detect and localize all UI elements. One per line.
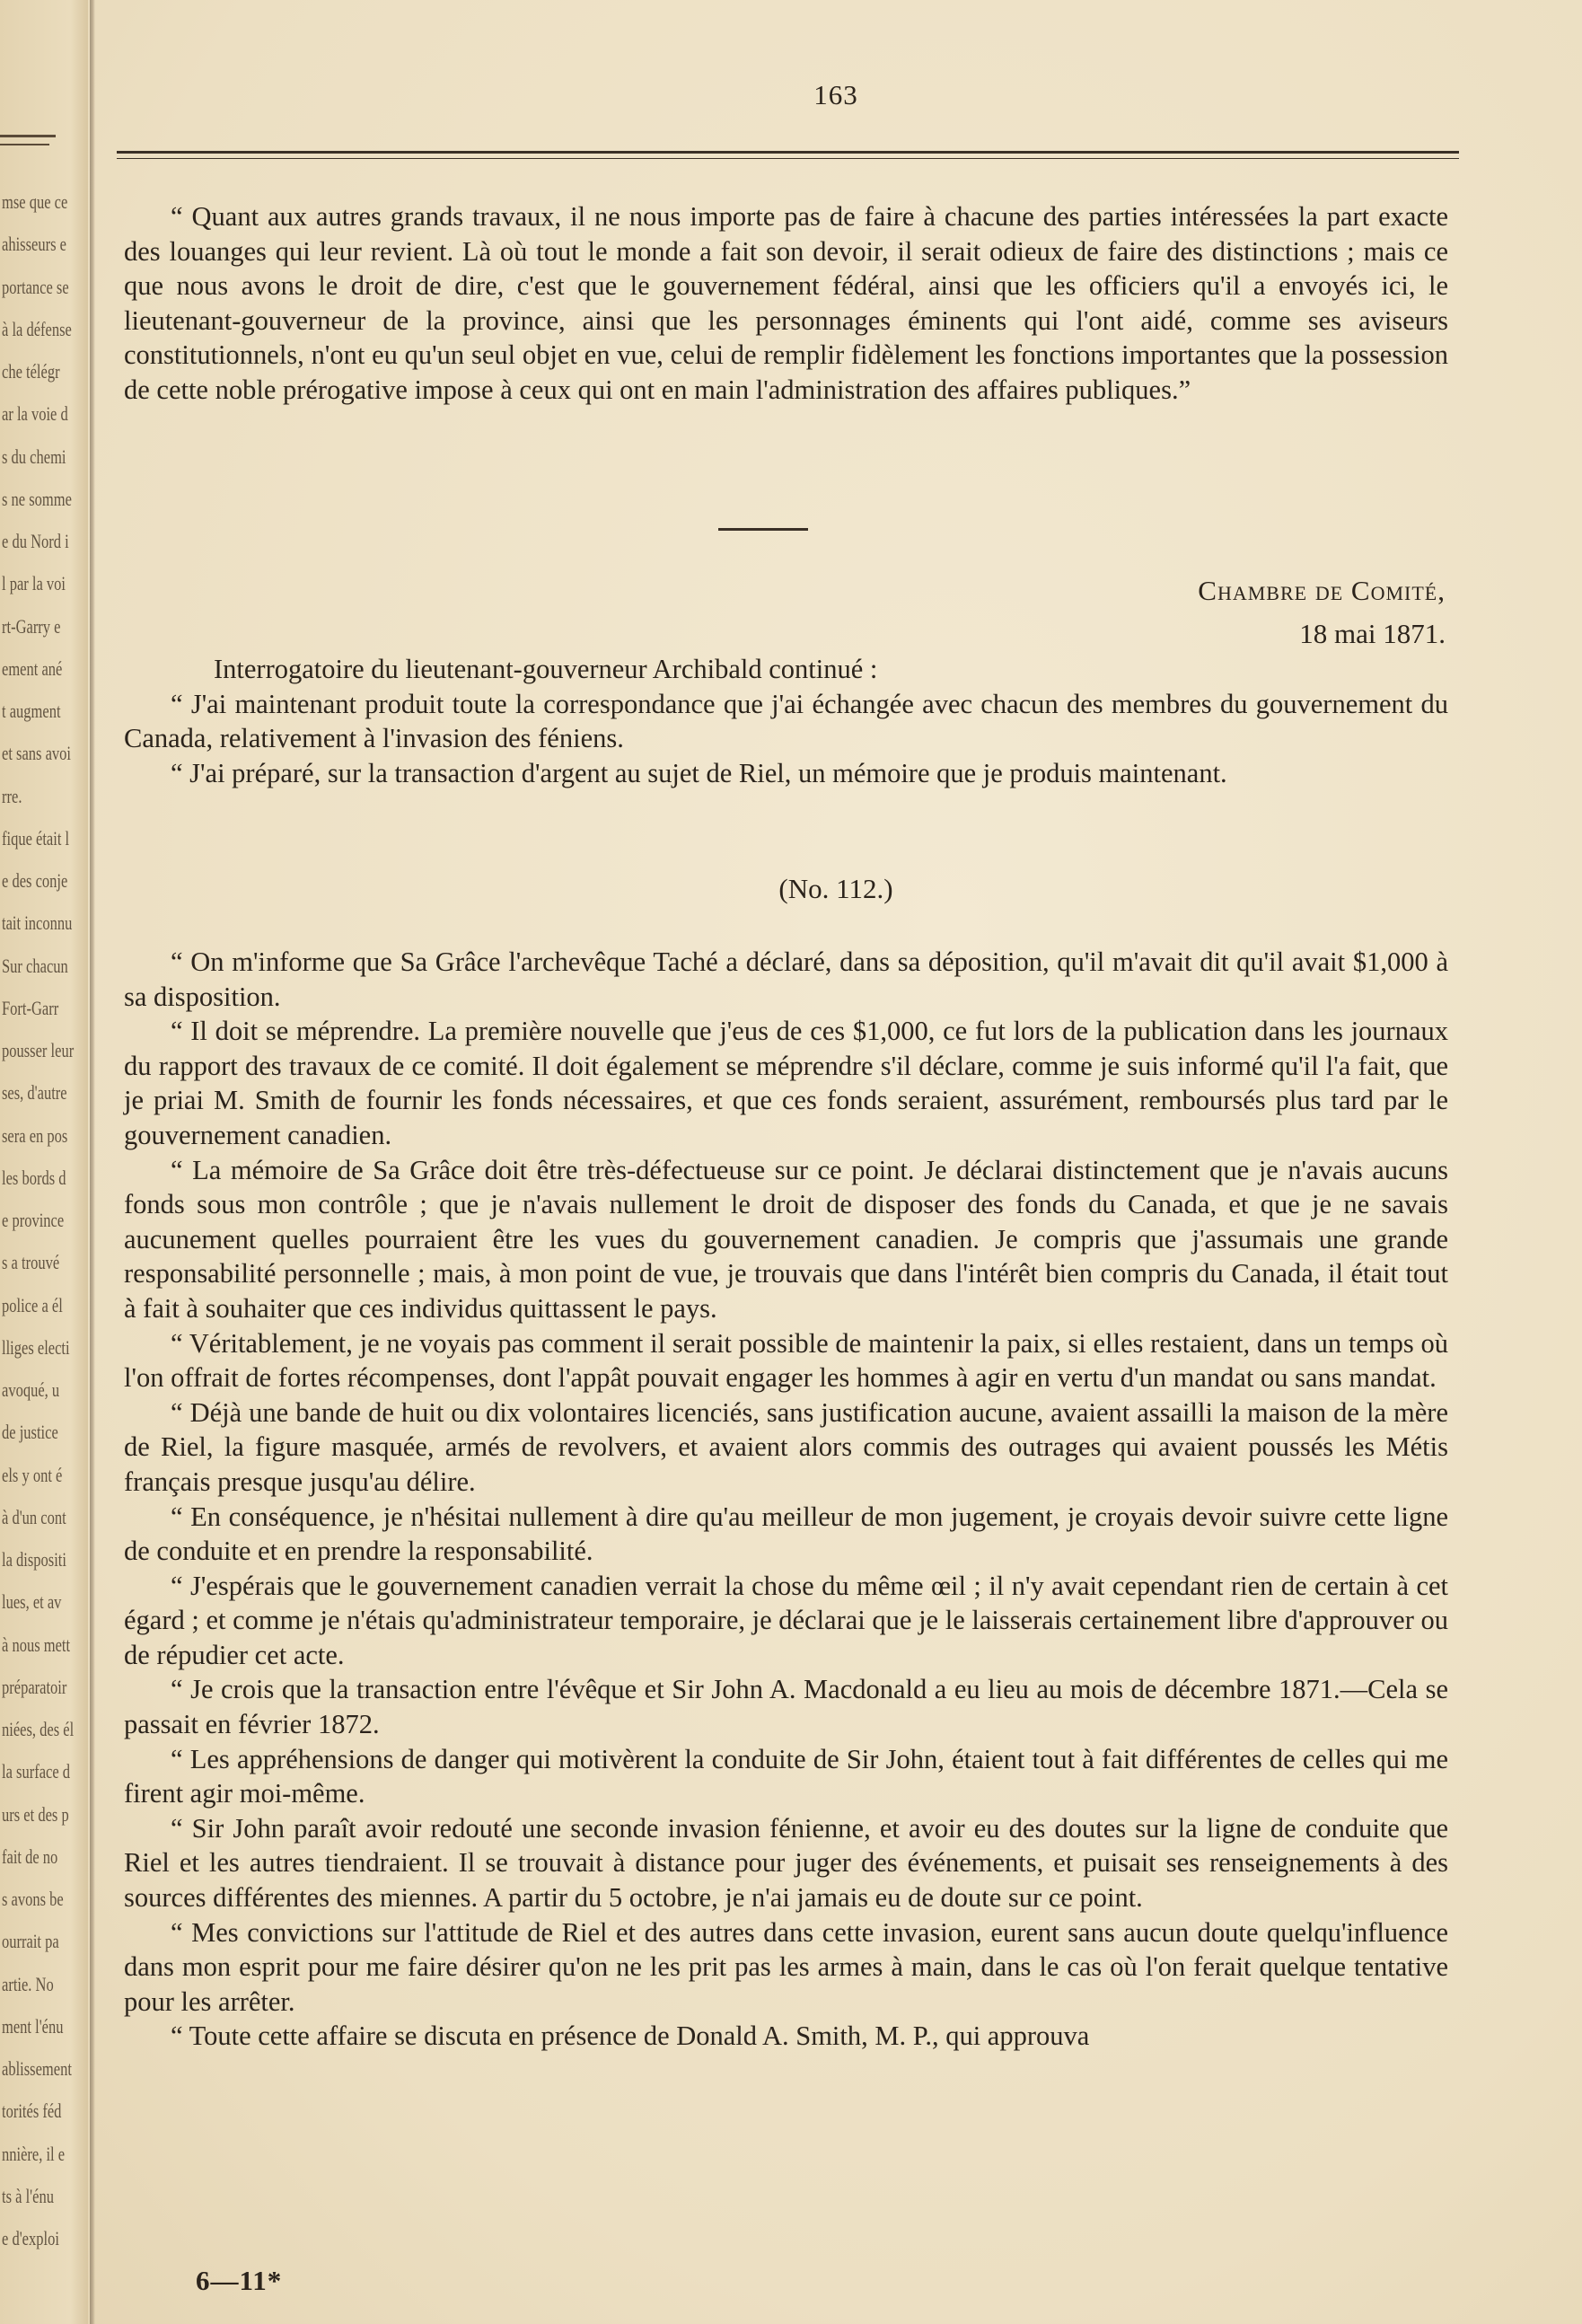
testimony-intro-block bbox=[124, 652, 1448, 790]
margin-fragment: de justice bbox=[2, 1421, 58, 1444]
margin-fragment: s ne somme bbox=[2, 487, 72, 510]
margin-fragment: la dispositi bbox=[2, 1548, 66, 1571]
paragraph-3: “ J'ai préparé, sur la transaction d'argent au sujet de Riel, un mémoire que je produis maintenant. bbox=[171, 757, 1227, 788]
margin-fragment: tait inconnu bbox=[2, 911, 73, 935]
body-paragraph: “ En conséquence, je n'hésitai nullement à dire qu'au meilleur de mon jugement, je croyais devoir suivre cette ligne de conduite et en prendre la responsabilité. bbox=[124, 1501, 1448, 1567]
header-rule bbox=[117, 151, 1459, 154]
margin-fragment: l par la voi bbox=[2, 572, 66, 595]
margin-fragment: ment l'énu bbox=[2, 2014, 64, 2038]
margin-fragment: mse que ce bbox=[2, 190, 68, 213]
body-paragraph: “ Les appréhensions de danger qui motivèrent la conduite de Sir John, étaient tout à fait différentes de celles qui me firent agir moi-même. bbox=[124, 1743, 1448, 1809]
body-paragraph: “ Il doit se méprendre. La première nouvelle que j'eus de ces $1,000, ce fut lors de la publication dans les journaux du rapport des travaux de ce comité. Il doit également se méprendre s'il déclare, comme je suis informé qu'il l'a fait, que je priai M. Smith de fournir les fonds nécessaires, et que ces fonds seraient, assurément, remboursés plus tard par le gouvernement canadien. bbox=[124, 1016, 1448, 1150]
margin-fragment: portance se bbox=[2, 275, 69, 298]
margin-fragment: sera en pos bbox=[2, 1123, 68, 1147]
margin-fragment: ement ané bbox=[2, 656, 63, 680]
section-date: 18 mai 1871. bbox=[1299, 618, 1446, 649]
document-number: (No. 112.) bbox=[778, 873, 893, 904]
margin-fragment: t augment bbox=[2, 700, 61, 722]
memoire-body bbox=[124, 945, 1448, 2054]
gutter-shadow bbox=[90, 0, 95, 2324]
body-paragraph: “ Sir John paraît avoir redouté une seconde invasion fénienne, et avoir eu des doutes sur la ligne de conduite que Riel et les autres tiendraient. Il se trouvait à distance pour juger des événements, et puisait ses renseignements à des sources différentes des miennes. A partir du 5 octobre, je n'ai jamais eu de doute sur ce point. bbox=[124, 1812, 1448, 1914]
margin-fragment: à d'un cont bbox=[2, 1505, 66, 1528]
body-paragraph: “ Déjà une bande de huit ou dix volontaires licenciés, sans justification aucune, avaient assailli la maison de la mère de Riel, la figure masquée, armés de revolvers, et avaient alors commis des outrages qui avaient poussés les Métis français presque jusqu'au délire. bbox=[124, 1396, 1448, 1497]
margin-fragment: s avons be bbox=[2, 1888, 64, 1910]
margin-fragment: pousser leur bbox=[2, 1039, 75, 1061]
margin-fragment: ablissement bbox=[2, 2057, 72, 2080]
opening-quote-block bbox=[124, 199, 1448, 408]
margin-fragment: rt-Garry e bbox=[2, 614, 61, 638]
section-separator bbox=[718, 528, 808, 531]
margin-fragment: la surface d bbox=[2, 1760, 71, 1783]
body-paragraph: “ Mes convictions sur l'attitude de Riel et des autres dans cette invasion, eurent sans aucun doute quelqu'influence dans mon esprit pour me faire désirer qu'on ne les prit pas les armes à main, dans le cas où l'on ferait quelque tentative pour les arrêter. bbox=[124, 1916, 1448, 2017]
margin-fragment: préparatoir bbox=[2, 1675, 67, 1698]
margin-fragment: ahisseurs e bbox=[2, 233, 66, 256]
margin-fragment: ses, d'autre bbox=[2, 1081, 67, 1105]
margin-rule-thin bbox=[0, 144, 49, 145]
margin-fragment: els y ont é bbox=[2, 1463, 63, 1486]
margin-fragment: s a trouvé bbox=[2, 1251, 60, 1274]
margin-fragment: artie. No bbox=[2, 1972, 54, 1995]
margin-fragment: les bords d bbox=[2, 1166, 66, 1189]
left-margin-bleed bbox=[0, 0, 88, 2324]
body-paragraph: “ On m'informe que Sa Grâce l'archevêque Taché a déclaré, dans sa déposition, qu'il m'avait dit qu'il avait $1,000 à sa disposition. bbox=[124, 946, 1448, 1012]
margin-fragment: Sur chacun bbox=[2, 954, 68, 977]
margin-fragment: e des conje bbox=[2, 869, 68, 892]
signature-mark: 6—11* bbox=[196, 2265, 283, 2296]
body-paragraph: “ J'espérais que le gouvernement canadien verrait la chose du même œil ; il n'y avait cependant rien de certain à cet égard ; et comme je n'étais qu'administrateur temporaire, je déclarai que je le laisserais certainement libre d'approuver ou de répudier cet acte. bbox=[124, 1570, 1448, 1670]
margin-fragment: che télégr bbox=[2, 360, 60, 383]
paragraph-1: “ Quant aux autres grands travaux, il ne nous importe pas de faire à chacune des parties intéressées la part exacte des louanges qui leur revient. Là où tout le monde a fait son devoir, il serait odieux de faire des distinctions ; mais ce que nous avons le droit de dire, c'est que le gouvernement fédéral, ainsi que les officiers qu'il a envoyés ici, le lieutenant-gouverneur de la province, ainsi que les personnages éminents qui l'ont aidé, comme ses aviseurs constitutionnels, n'ont eu qu'un seul objet en vue, celui de remplir fidèlement les fonctions importantes que la possession de cette noble prérogative impose à ceux qui ont en main l'administration des affaires publiques.” bbox=[124, 201, 1448, 405]
margin-fragment: et sans avoi bbox=[2, 742, 71, 765]
margin-fragment: e du Nord i bbox=[2, 530, 69, 552]
header-rule-thin bbox=[117, 158, 1459, 159]
margin-fragment: torités féd bbox=[2, 2100, 62, 2123]
body-paragraph: “ La mémoire de Sa Grâce doit être très-défectueuse sur ce point. Je déclarai distinctement que je n'avais aucuns fonds sous mon contrôle ; que je n'avais nullement le droit de disposer des fonds du Canada, et que je ne savais aucunement quelles pourraient être les vues du gouvernement canadien. Je compris que j'assumais une grande responsabilité personnelle ; mais, à mon point de vue, je trouvais que dans l'intérêt bien compris du Canada, il était tout à fait à souhaiter que ces individus quittassent le pays. bbox=[124, 1154, 1448, 1324]
paragraph-2: “ J'ai maintenant produit toute la correspondance que j'ai échangée avec chacun des membres du gouvernement du Canada, relativement à l'invasion des féniens. bbox=[124, 688, 1448, 754]
margin-fragment: urs et des p bbox=[2, 1802, 69, 1826]
body-paragraph: “ Toute cette affaire se discuta en présence de Donald A. Smith, M. P., qui approuva bbox=[171, 2020, 1090, 2052]
section-heading: Chambre de Comité, bbox=[1198, 575, 1446, 606]
intro-line: Interrogatoire du lieutenant-gouverneur Archibald continué : bbox=[214, 654, 878, 684]
margin-fragment: niées, des él bbox=[2, 1718, 75, 1740]
body-paragraph: “ Véritablement, je ne voyais pas comment il serait possible de maintenir la paix, si elles restaient, dans un temps où l'on offrait de fortes récompenses, dont l'appât pouvait engager les hommes à agir en vertu d'un mandat ou sans mandat. bbox=[124, 1327, 1448, 1394]
margin-fragment: fique était l bbox=[2, 826, 70, 849]
margin-fragment: ourrait pa bbox=[2, 1930, 59, 1953]
margin-fragment: lues, et av bbox=[2, 1590, 62, 1614]
margin-fragment: Fort-Garr bbox=[2, 996, 59, 1019]
margin-fragment: rre. bbox=[2, 784, 22, 807]
margin-fragment: à nous mett bbox=[2, 1633, 71, 1656]
margin-fragment: police a él bbox=[2, 1293, 63, 1316]
margin-fragment: fait de no bbox=[2, 1844, 58, 1868]
margin-fragment: ar la voie d bbox=[2, 402, 68, 426]
margin-rule bbox=[0, 135, 56, 137]
body-paragraph: “ Je crois que la transaction entre l'évêque et Sir John A. Macdonald a eu lieu au mois de décembre 1871.—Cela se passait en février 1872. bbox=[124, 1674, 1448, 1740]
margin-fragment: nnière, il e bbox=[2, 2142, 66, 2165]
margin-fragment: s du chemi bbox=[2, 445, 66, 468]
margin-fragment: à la défense bbox=[2, 317, 72, 340]
page-number: 163 bbox=[813, 79, 858, 110]
margin-fragment: ts à l'énu bbox=[2, 2184, 54, 2207]
margin-fragment: avoqué, u bbox=[2, 1378, 60, 1401]
margin-fragment: e province bbox=[2, 1209, 65, 1231]
margin-fragment: e d'exploi bbox=[2, 2227, 59, 2249]
margin-fragment: lliges electi bbox=[2, 1335, 70, 1359]
